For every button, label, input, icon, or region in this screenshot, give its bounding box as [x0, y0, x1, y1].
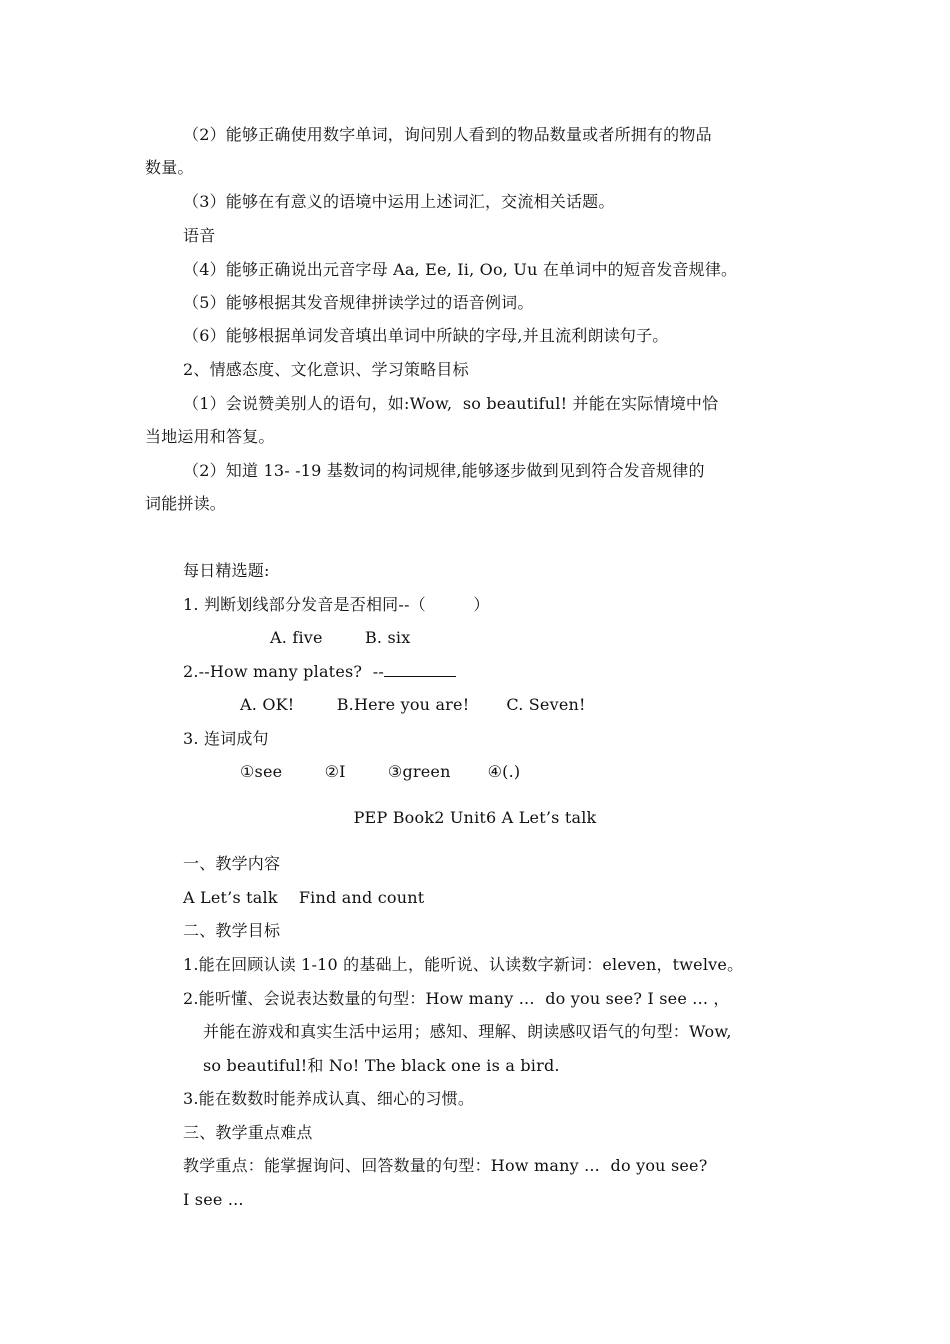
- answer-blank: [384, 662, 456, 677]
- lesson-title: PEP Book2 Unit6 A Let’s talk: [353, 808, 597, 827]
- question-3: 3. 连词成句: [183, 729, 269, 748]
- goals-heading: 二、教学目标: [183, 921, 281, 940]
- objective-5: （5）能够根据其发音规律拼读学过的语音例词。: [183, 293, 534, 312]
- objective-4: （4）能够正确说出元音字母 Aa, Ee, Ii, Oo, Uu 在单词中的短音发音规律。: [183, 260, 738, 279]
- section-2-heading: 2、情感态度、文化意识、学习策略目标: [183, 360, 469, 379]
- question-1-options: A. five B. six: [270, 628, 411, 647]
- lesson-goal-3: 3.能在数数时能养成认真、细心的习惯。: [183, 1089, 475, 1108]
- objective-3: （3）能够在有意义的语境中运用上述词汇，交流相关话题。: [183, 192, 615, 211]
- question-2: [183, 662, 456, 682]
- lesson-goal-2-line-2: 并能在游戏和真实生活中运用；感知、理解、朗读感叹语气的句型：Wow,: [203, 1022, 732, 1041]
- key-heading: 三、教学重点难点: [183, 1123, 313, 1142]
- objective-6: （6）能够根据单词发音填出单词中所缺的字母,并且流利朗读句子。: [183, 326, 669, 345]
- content-heading: 一、教学内容: [183, 854, 281, 873]
- objective-2-continued: 数量。: [145, 158, 194, 177]
- lesson-goal-2-line-3: so beautiful!和 No! The black one is a bird.: [203, 1056, 560, 1075]
- key-line-2: I see ...: [183, 1190, 244, 1209]
- goal-2: （2）知道 13- -19 基数词的构词规律,能够逐步做到见到符合发音规律的: [183, 461, 705, 480]
- question-1: 1. 判断划线部分发音是否相同--（ ）: [183, 595, 490, 614]
- phonics-heading: 语音: [183, 226, 216, 245]
- goal-1: （1）会说赞美别人的语句，如:Wow, so beautiful! 并能在实际情境中恰: [183, 394, 719, 413]
- goal-1-continued: 当地运用和答复。: [145, 427, 275, 446]
- question-3-words: ①see ②I ③green ④(.): [240, 762, 521, 781]
- lesson-goal-1: 1.能在回顾认读 1-10 的基础上，能听说、认读数字新词：eleven，twelve。: [183, 955, 744, 974]
- key-line: 教学重点：能掌握询问、回答数量的句型：How many ... do you see?: [183, 1156, 708, 1175]
- goal-2-continued: 词能拼读。: [145, 494, 227, 513]
- content-line: A Let’s talk Find and count: [183, 888, 425, 907]
- question-2-text: 2.--How many plates? --: [183, 662, 384, 681]
- lesson-goal-2: 2.能听懂、会说表达数量的句型：How many ... do you see? I see ... ，: [183, 989, 730, 1008]
- objective-2: （2）能够正确使用数字单词，询问别人看到的物品数量或者所拥有的物品: [183, 125, 712, 144]
- question-2-options: A. OK! B.Here you are! C. Seven!: [240, 695, 586, 714]
- daily-heading: 每日精选题:: [183, 561, 270, 580]
